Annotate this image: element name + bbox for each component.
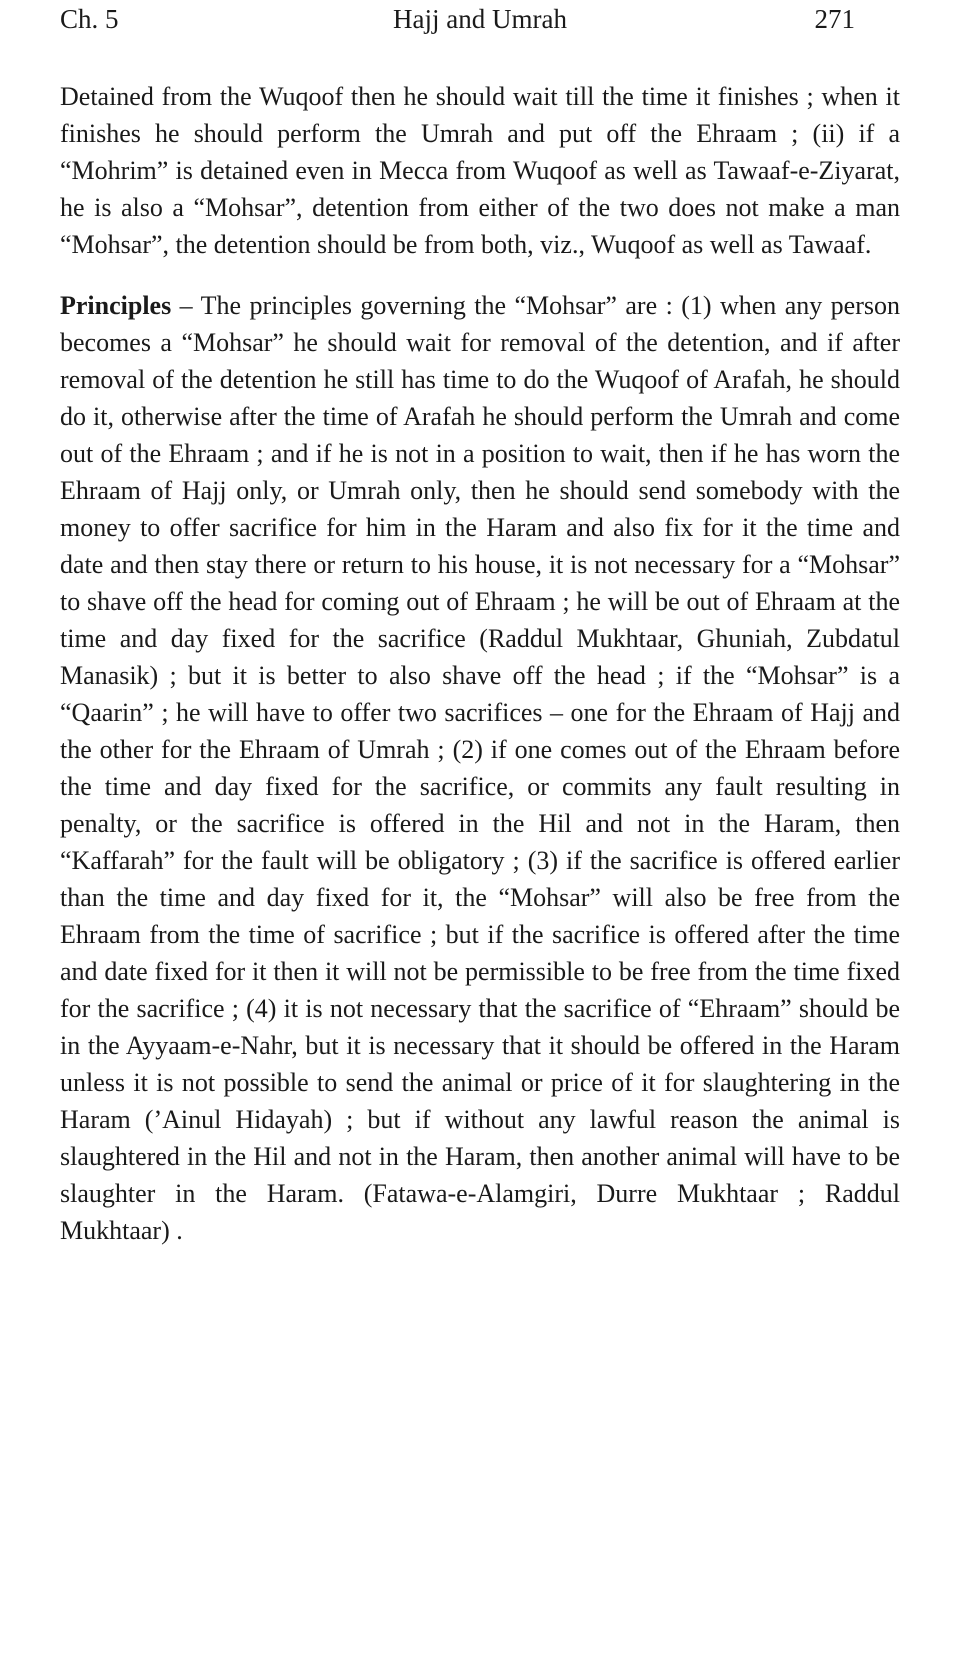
paragraph-2-text: – The principles governing the “Mohsar” are : (1) when any person becomes a “Mohsar” he should wait for removal of the detention, and if after removal of the detention he still has time to do the Wuqoof of Arafah, he should do it, otherwise after the time of Arafah he should perform the Umrah and come out of the Ehraam ; and if he is not in a position to wait, then if he has worn the Ehraam of Hajj only, or Umrah only, then he should send somebody with the money to offer sacrifice for him in the Haram and also fix for it the time and date and then stay there or return to his house, it is not necessary for a “Mohsar” to shave off the head for coming out of Ehraam ; he will be out of Ehraam at the time and day fixed for the sacrifice (Raddul Mukhtaar, Ghuniah, Zubdatul Manasik) ; but it is better to also shave off the head ; if the “Mohsar” is a “Qaarin” ; he will have to offer two sacrifices – one for the Ehraam of Hajj and the other for the Ehraam of Umrah ; (2) if one comes out of the Ehraam before the time and day fixed for the sacrifice, or commits any fault resulting in penalty, or the sacrifice is offered in the Hil and not in the Haram, then “Kaffarah” for the fault will be obligatory ; (3) if the sacrifice is offered earlier than the time and day fixed for it, the “Mohsar” will also be free from the Ehraam from the time of sacrifice ; but if the sacrifice is offered after the time and date fixed for it then it will not be permissible to be free from the time fixed for the sacrifice ; (4) it is not necessary that the sacrifice of “Ehraam” should be in the Ayyaam-e-Nahr, but it is necessary that it should be offered in the Haram unless it is not possible to send the animal or price of it for slaughtering in the Haram (’Ainul Hidayah) ; but if without any lawful reason the animal is slaughtered in the Hil and not in the Haram, then another animal will have to be slaughter in the Haram. (Fatawa-e-Alamgiri, Durre Mukhtaar ; Raddul Mukhtaar) . [60,291,900,1245]
paragraph-lead-heading: Principles [60,291,172,320]
body-paragraph-1: Detained from the Wuqoof then he should wait till the time it finishes ; when it finishes he should perform the Umrah and put off the Ehraam ; (ii) if a “Mohrim” is detained even in Mecca from Wuqoof as well as Tawaaf-e-Ziyarat, he is also a “Mohsar”, detention from either of the two does not make a man “Mohsar”, the detention should be from both, viz., Wuqoof as well as Tawaaf. [60,82,900,259]
page-number: 271 [814,4,855,34]
chapter-label: Ch. 5 [60,4,119,34]
book-page [60,0,900,1680]
running-title: Hajj and Umrah [393,4,567,34]
body-paragraph-2 [60,287,900,1249]
running-header [60,4,900,44]
